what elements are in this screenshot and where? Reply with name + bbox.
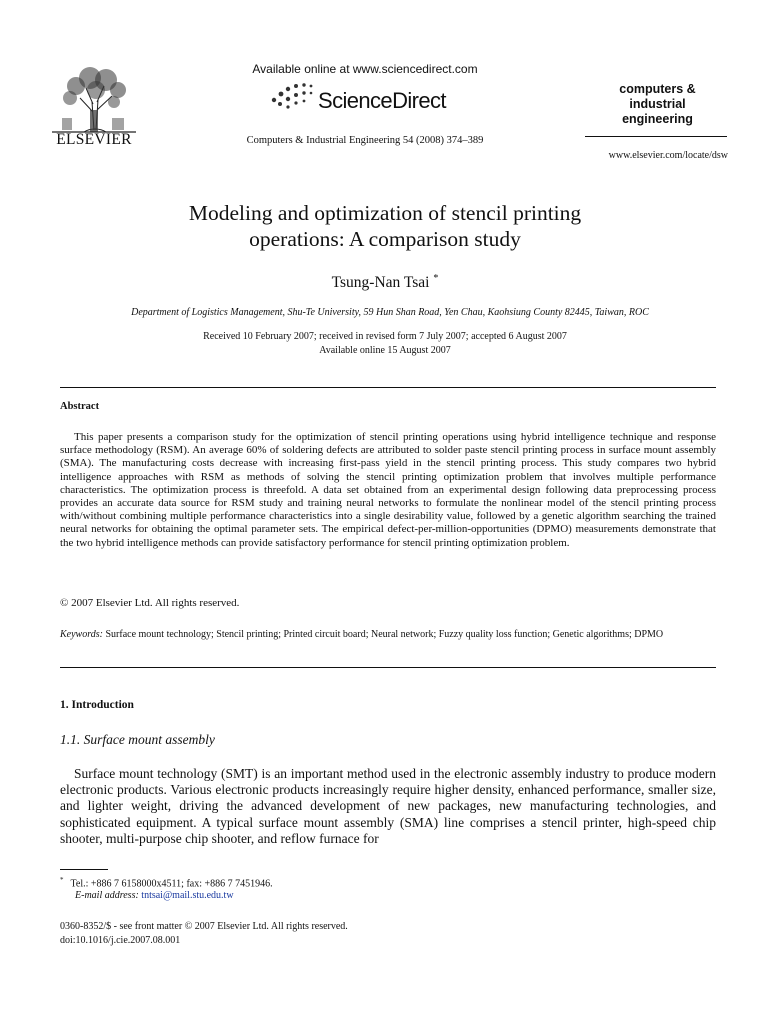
footnote-mark: *	[60, 876, 64, 884]
header-divider	[585, 136, 727, 137]
keywords-label: Keywords:	[60, 629, 103, 640]
article-title	[70, 200, 700, 252]
author-line	[70, 273, 700, 292]
footnote-email	[75, 890, 234, 901]
footnote-phone: Tel.: +886 7 6158000x4511; fax: +886 7 7451946.	[70, 878, 273, 890]
keywords-list: Surface mount technology; Stencil printing; Printed circuit board; Neural network; Fuzzy quality loss function; Genetic algorithms; DPMO	[105, 629, 664, 640]
journal-brand-line: computers &	[619, 82, 696, 96]
sciencedirect-dots-icon	[266, 80, 316, 110]
doi-line[interactable]: doi:10.1016/j.cie.2007.08.001	[60, 935, 181, 946]
abstract-bottom-rule	[60, 667, 716, 668]
available-online-date: Available online 15 August 2007	[319, 345, 451, 356]
email-link[interactable]: tntsai@mail.stu.edu.tw	[141, 890, 234, 901]
intro-paragraph: Surface mount technology (SMT) is an important method used in the electronic assembly industry to produce modern electronic products. Various electronic products increasingly require higher density, enhanced performance, smaller size, and lighter weight, driving the advanced development of new packages, new manufacturing technologies, and sophisticated equipment. A typical surface mount assembly (SMA) line comprises a stencil printer, high-speed chip shooter, multi-purpose chip shooter, and reflow furnace for	[60, 766, 716, 846]
article-history	[90, 330, 680, 358]
keywords	[60, 628, 716, 641]
author-footnote-mark[interactable]: *	[433, 273, 439, 284]
section-heading: 1. Introduction	[60, 699, 134, 711]
footnote-contact	[60, 876, 273, 889]
journal-brand-line: engineering	[622, 112, 693, 126]
issn-line: 0360-8352/$ - see front matter © 2007 Elsevier Ltd. All rights reserved.	[60, 921, 348, 932]
journal-brand-line: industrial	[629, 97, 686, 111]
publisher-name: ELSEVIER	[56, 131, 132, 148]
received-dates: Received 10 February 2007; received in revised form 7 July 2007; accepted 6 August 2007	[203, 331, 567, 342]
article-title-line: Modeling and optimization of stencil printing	[188, 201, 582, 225]
email-label: E-mail address:	[75, 890, 139, 901]
abstract-copyright: © 2007 Elsevier Ltd. All rights reserved.	[60, 597, 240, 609]
author-name: Tsung-Nan Tsai	[331, 274, 430, 292]
article-title-line: operations: A comparison study	[249, 227, 521, 251]
abstract-text: This paper presents a comparison study for the optimization of stencil printing operations using hybrid intelligence technique and response surface methodology (RSM). An average 60% of soldering defects are attributed to solder paste stencil printing process in surface mount assembly (SMA). The manufacturing costs decrease with increasing first-pass yield in the stencil printing process. This study compares two hybrid intelligence approaches with RSM as methods of solving the stencil printing optimization problem that involves multiple performance characteristics. The optimization process is threefold. A data set obtained from an experimental design following data preprocessing process provides an accurate data source for RSM study and training neural networks to formulate the nonlinear model of the stencil printing process with/without combining multiple performance characteristics into a single desirability value, followed by a genetic algorithm searching the trained neural networks for obtaining the optimal parameter sets. The empirical defect-per-million-opportunities (DPMO) measurements demonstrate that the two hybrid intelligence methods can provide satisfactory performance for stencil printing optimization problem.	[60, 431, 716, 549]
journal-citation: Computers & Industrial Engineering 54 (2008) 374–389	[246, 135, 484, 146]
abstract-heading: Abstract	[60, 401, 100, 412]
journal-brand	[590, 82, 725, 127]
subsection-heading: 1.1. Surface mount assembly	[60, 732, 215, 747]
abstract-top-rule	[60, 387, 716, 388]
author-affiliation: Department of Logistics Management, Shu-Te University, 59 Hun Shan Road, Yen Chau, Kaohsiung County 82445, Taiwan, ROC	[131, 307, 649, 318]
sciencedirect-wordmark: ScienceDirect	[318, 88, 446, 113]
available-online-notice: Available online at www.sciencedirect.com	[252, 62, 478, 76]
footnote-rule	[60, 869, 108, 870]
journal-url-link[interactable]: www.elsevier.com/locate/dsw	[608, 150, 728, 161]
